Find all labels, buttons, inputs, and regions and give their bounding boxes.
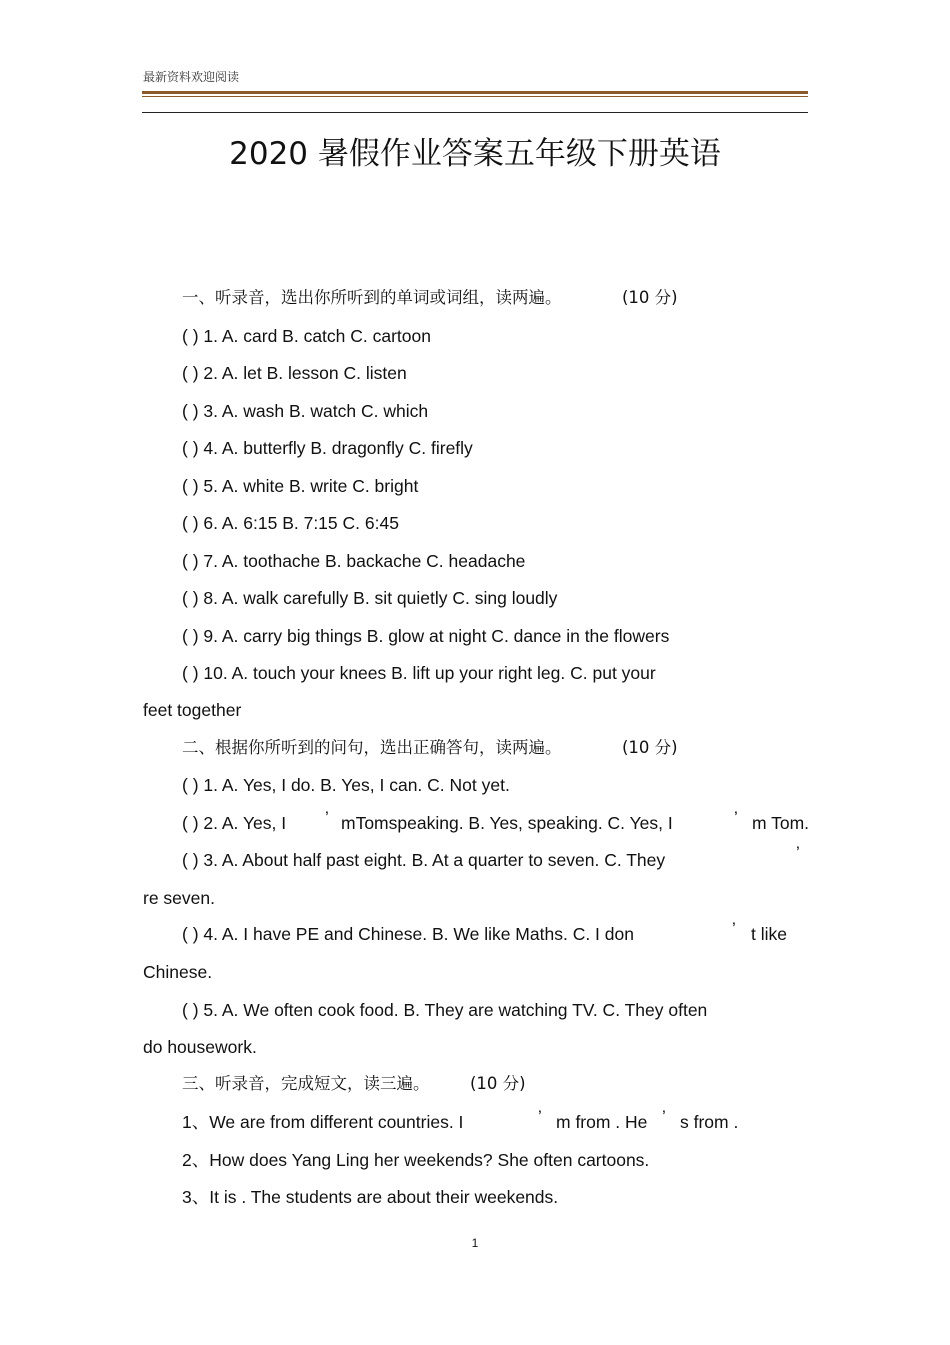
- s2-q4-cont: Chinese.: [143, 962, 213, 982]
- s3-line-3: 3、It is . The students are about their weekends.: [182, 1187, 559, 1207]
- section3-heading: 三、听录音，完成短文，读三遍。: [182, 1074, 430, 1093]
- s1-item-5: ( ) 5. A. white B. write C. bright: [182, 476, 419, 496]
- s3-line-1-part-c: s from .: [680, 1112, 739, 1132]
- s1-item-1: ( ) 1. A. card B. catch C. cartoon: [182, 326, 431, 346]
- s3-line-1-apostrophe-2: ’: [662, 1107, 666, 1126]
- s2-q3-cont: re seven.: [143, 888, 215, 908]
- s2-q1: ( ) 1. A. Yes, I do. B. Yes, I can. C. Not yet.: [182, 775, 510, 795]
- s1-item-4: ( ) 4. A. butterfly B. dragonfly C. firefly: [182, 438, 473, 458]
- s2-q4: ( ) 4. A. I have PE and Chinese. B. We like Maths. C. I don: [182, 924, 634, 944]
- s3-line-2: 2、How does Yang Ling her weekends? She often cartoons.: [182, 1150, 650, 1170]
- s2-q5-cont: do housework.: [143, 1037, 257, 1057]
- s2-q5: ( ) 5. A. We often cook food. B. They are watching TV. C. They often: [182, 1000, 708, 1020]
- s1-item-10-cont: feet together: [143, 700, 242, 720]
- header-rule-thin: [142, 96, 808, 97]
- section3-score: (10 分): [470, 1074, 526, 1093]
- s2-q2-part-b: mTomspeaking. B. Yes, speaking. C. Yes, I: [341, 813, 673, 833]
- section1-heading-text: 一、听录音，选出你所听到的单词或词组，读两遍。: [182, 288, 562, 307]
- page-number: 1: [471, 1236, 479, 1250]
- page-title: 2020 暑假作业答案五年级下册英语: [229, 136, 721, 172]
- s3-line-1-apostrophe-1: ’: [538, 1107, 542, 1126]
- s2-q2-apostrophe-2: ’: [734, 808, 738, 827]
- s2-q4-apostrophe: ’: [732, 919, 736, 938]
- header-note: 最新资料欢迎阅读: [143, 70, 240, 84]
- section2-heading: 二、根据你所听到的问句，选出正确答句，读两遍。: [182, 738, 562, 757]
- section2-score: (10 分): [622, 738, 678, 757]
- s3-line-1-part-a: 1、We are from different countries. I: [182, 1112, 464, 1132]
- s3-line-1-part-b: m from . He: [556, 1112, 648, 1132]
- s1-item-10: ( ) 10. A. touch your knees B. lift up your right leg. C. put your: [182, 663, 656, 683]
- s1-item-2: ( ) 2. A. let B. lesson C. listen: [182, 363, 407, 383]
- s1-item-6: ( ) 6. A. 6:15 B. 7:15 C. 6:45: [182, 513, 399, 533]
- s2-q3: ( ) 3. A. About half past eight. B. At a quarter to seven. C. They: [182, 850, 666, 870]
- s1-item-3: ( ) 3. A. wash B. watch C. which: [182, 401, 429, 421]
- section1-heading: [182, 287, 562, 309]
- s2-q3-apostrophe: ’: [796, 843, 800, 862]
- section1-score: (10 分): [622, 288, 678, 307]
- s2-q4-tail: t like: [751, 924, 787, 944]
- s1-item-7: ( ) 7. A. toothache B. backache C. headache: [182, 551, 526, 571]
- s2-q2-part-c: m Tom.: [752, 813, 810, 833]
- s1-item-9: ( ) 9. A. carry big things B. glow at night C. dance in the flowers: [182, 626, 670, 646]
- header-rule-dark: [142, 112, 808, 113]
- s1-item-8: ( ) 8. A. walk carefully B. sit quietly C. sing loudly: [182, 588, 558, 608]
- s2-q2-part-a: ( ) 2. A. Yes, I: [182, 813, 287, 833]
- s2-q2-apostrophe-1: ’: [325, 808, 329, 827]
- header-rule-thick: [142, 91, 808, 94]
